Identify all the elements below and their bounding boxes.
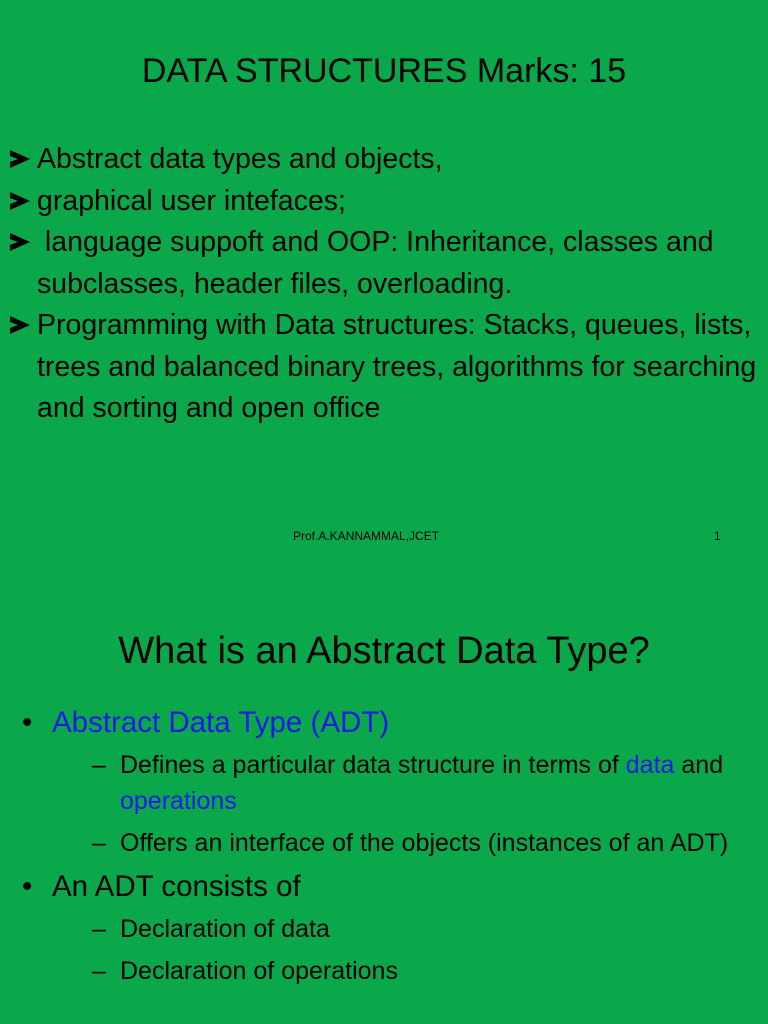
list-item (18, 703, 758, 861)
consists-heading: An ADT consists of (52, 870, 301, 903)
list-item (52, 911, 758, 947)
dash-bullet-icon: – (92, 829, 106, 857)
bullet-text: Abstract data types and objects, (37, 143, 443, 175)
arrow-bullet-icon (10, 150, 30, 168)
slide-1-bullet-list (10, 139, 760, 430)
arrow-bullet-icon (10, 192, 30, 210)
list-item (52, 953, 758, 989)
defines-text: Defines a particular data structure in terms of (120, 751, 626, 779)
bullet-text: language suppoft and OOP: Inheritance, classes and subclasses, header files, overloading. (37, 226, 722, 300)
arrow-bullet-icon (10, 233, 30, 251)
and-text: and (674, 751, 731, 779)
list-item (10, 305, 760, 430)
list-item (10, 222, 760, 305)
adt-heading: Abstract Data Type (ADT) (52, 706, 390, 739)
sub-list (52, 911, 758, 989)
bullet-dot-icon: • (22, 870, 33, 903)
slide-2-title: What is an Abstract Data Type? (118, 630, 650, 672)
list-item (18, 867, 758, 989)
dash-bullet-icon: – (92, 915, 106, 943)
footer-author: Prof.A.KANNAMMAL,JCET (293, 529, 440, 543)
list-item (52, 825, 758, 861)
offers-text: Offers an interface of the objects (instances of an ADT) (120, 829, 729, 857)
bullet-text: Programming with Data structures: Stacks, queues, lists, trees and balanced binary trees, algorithms for searching and sorting and open office (37, 309, 757, 424)
list-item (10, 139, 760, 181)
bullet-dot-icon: • (22, 706, 33, 739)
list-item (10, 181, 760, 223)
consists-item: Declaration of operations (120, 957, 398, 985)
data-keyword: data (625, 751, 675, 779)
arrow-bullet-icon (10, 316, 30, 334)
consists-item: Declaration of data (120, 915, 330, 943)
dash-bullet-icon: – (92, 751, 106, 779)
page-number: 1 (714, 529, 721, 543)
slide-2 (0, 576, 768, 1024)
list-item (52, 747, 758, 819)
bullet-text: graphical user intefaces; (37, 184, 346, 217)
dash-bullet-icon: – (92, 957, 106, 985)
slide-1-title: DATA STRUCTURES Marks: 15 (141, 52, 627, 90)
sub-list (52, 747, 758, 861)
operations-keyword: operations (120, 787, 237, 815)
slide-2-bullet-list (18, 703, 758, 995)
